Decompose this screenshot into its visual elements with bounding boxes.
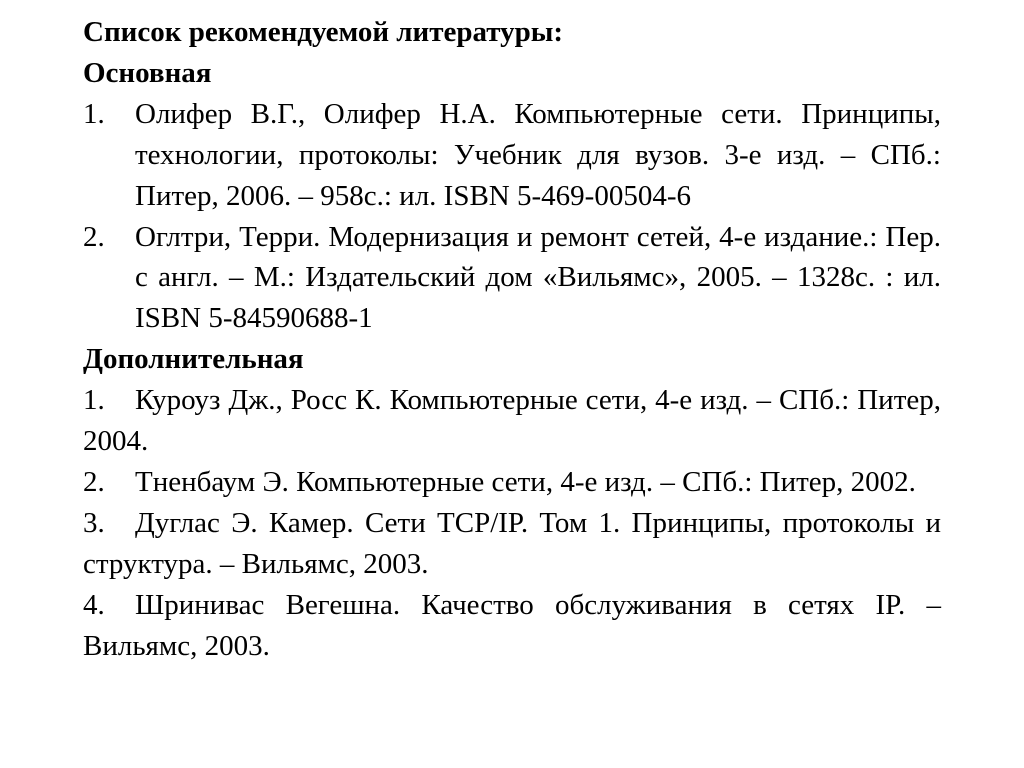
list-item-number: 4. (83, 588, 105, 621)
slide (83, 12, 941, 667)
list-item-text: Оглтри, Терри. Модернизация и ремонт сетей, 4-е издание.: Пер. с англ. – М.: Издательский дом «Вильямс», 2005. – 1328с. : ил. ISBN 5-84590688-1 (135, 220, 941, 335)
list-item-text: Олифер В.Г., Олифер Н.А. Компьютерные сети. Принципы, технологии, протоколы: Учебник для вузов. 3-е изд. – СПб.: Питер, 2006. – 958с.: ил. ISBN 5-469-00504-6 (135, 97, 941, 212)
section-heading-main: Основная (83, 56, 212, 89)
list-item (83, 585, 941, 667)
list-item-number: 1. (83, 384, 105, 417)
list-item-text: Куроуз Дж., Росс К. Компьютерные сети, 4-е изд. – СПб.: Питер, 2004. (83, 384, 941, 458)
list-item-text: Тненбаум Э. Компьютерные сети, 4-е изд. – СПб.: Питер, 2002. (135, 465, 916, 498)
page-title: Список рекомендуемой литературы: (83, 16, 564, 48)
list-item-number: 2. (83, 465, 105, 498)
list-item-text: Дуглас Э. Камер. Сети TCP/IP. Том 1. Принципы, протоколы и структура. – Вильямс, 2003. (83, 506, 941, 580)
list-item (83, 380, 941, 462)
list-item (83, 462, 941, 503)
list-item (83, 503, 941, 585)
list-item-number: 2. (83, 220, 105, 253)
list-item-number: 3. (83, 506, 105, 539)
section-heading-additional: Дополнительная (83, 343, 304, 376)
list-item (83, 217, 941, 340)
list-item-text: Шринивас Вегешна. Качество обслуживания в сетях IP. – Вильямс, 2003. (83, 588, 941, 662)
list-item-number: 1. (83, 97, 105, 130)
list-item (83, 94, 941, 217)
